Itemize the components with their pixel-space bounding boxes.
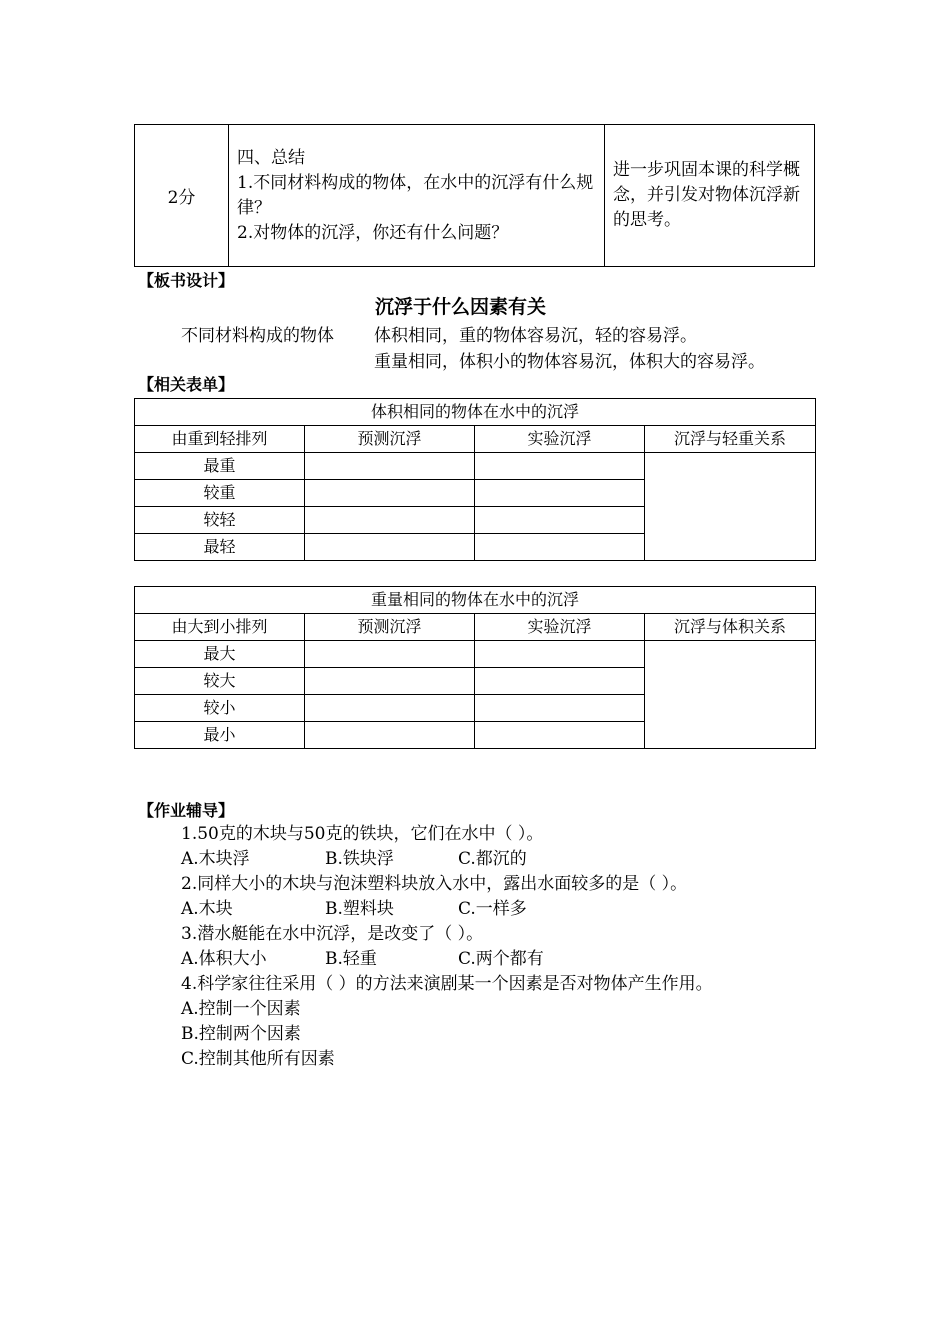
- table-header-row: [135, 614, 816, 641]
- table-row: [135, 453, 816, 480]
- option[interactable]: A.木块: [181, 899, 233, 919]
- option[interactable]: C.一样多: [458, 899, 527, 919]
- forms-heading: 【相关表单】: [138, 375, 235, 394]
- table-caption: 重量相同的物体在水中的沉浮: [135, 587, 816, 614]
- board-heading: 【板书设计】: [138, 271, 235, 290]
- predict-cell[interactable]: [305, 507, 475, 534]
- column-header: 由大到小排列: [135, 614, 305, 641]
- weight-table: [134, 586, 816, 749]
- summary-row: [135, 125, 815, 267]
- time-cell: 2分: [135, 125, 229, 267]
- predict-cell[interactable]: [305, 641, 475, 668]
- row-label: 最重: [135, 453, 305, 480]
- purpose-cell: 进一步巩固本课的科学概念，并引发对物体沉浮新的思考。: [605, 125, 815, 267]
- summary-table: [134, 124, 815, 267]
- option[interactable]: B.控制两个因素: [181, 1024, 301, 1044]
- column-header: 预测沉浮: [305, 426, 475, 453]
- option[interactable]: A.体积大小: [181, 949, 267, 969]
- column-header: 沉浮与轻重关系: [645, 426, 816, 453]
- row-label: 较大: [135, 668, 305, 695]
- column-header: 由重到轻排列: [135, 426, 305, 453]
- board-line-1: 体积相同，重的物体容易沉，轻的容易浮。: [374, 326, 697, 346]
- question-1-options: [181, 847, 527, 872]
- option[interactable]: B.塑料块: [325, 899, 394, 919]
- experiment-cell[interactable]: [475, 668, 645, 695]
- experiment-cell[interactable]: [475, 722, 645, 749]
- board-left-label: 不同材料构成的物体: [181, 326, 334, 346]
- predict-cell[interactable]: [305, 534, 475, 561]
- predict-cell[interactable]: [305, 453, 475, 480]
- experiment-cell[interactable]: [475, 453, 645, 480]
- column-header: 沉浮与体积关系: [645, 614, 816, 641]
- table-header-row: [135, 426, 816, 453]
- relation-cell[interactable]: [645, 453, 816, 561]
- predict-cell[interactable]: [305, 668, 475, 695]
- experiment-cell[interactable]: [475, 695, 645, 722]
- content-line: 1.不同材料构成的物体，在水中的沉浮有什么规律？: [237, 172, 594, 218]
- experiment-cell[interactable]: [475, 641, 645, 668]
- content-line: 2.对物体的沉浮，你还有什么问题？: [237, 222, 509, 243]
- column-header: 实验沉浮: [475, 614, 645, 641]
- homework-heading: 【作业辅导】: [138, 801, 235, 820]
- option[interactable]: B.轻重: [325, 949, 377, 969]
- board-title: 沉浮于什么因素有关: [375, 296, 547, 318]
- option[interactable]: C.都沉的: [458, 849, 527, 869]
- row-label: 较重: [135, 480, 305, 507]
- row-label: 较轻: [135, 507, 305, 534]
- question-4: 4.科学家往往采用（ ）的方法来演剧某一个因素是否对物体产生作用。: [181, 974, 713, 994]
- option[interactable]: A.控制一个因素: [181, 999, 301, 1019]
- option[interactable]: C.两个都有: [458, 949, 544, 969]
- question-3: 3.潜水艇能在水中沉浮，是改变了（ ）。: [181, 924, 484, 944]
- column-header: 预测沉浮: [305, 614, 475, 641]
- row-label: 较小: [135, 695, 305, 722]
- question-2: 2.同样大小的木块与泡沫塑料块放入水中，露出水面较多的是（ ）。: [181, 874, 688, 894]
- predict-cell[interactable]: [305, 480, 475, 507]
- experiment-cell[interactable]: [475, 507, 645, 534]
- predict-cell[interactable]: [305, 695, 475, 722]
- volume-table: [134, 398, 816, 561]
- row-label: 最大: [135, 641, 305, 668]
- experiment-cell[interactable]: [475, 534, 645, 561]
- question-2-options: [181, 897, 527, 922]
- option[interactable]: A.木块浮: [181, 849, 250, 869]
- predict-cell[interactable]: [305, 722, 475, 749]
- table-row: [135, 641, 816, 668]
- question-3-options: [181, 947, 544, 972]
- board-line-2: 重量相同，体积小的物体容易沉，体积大的容易浮。: [374, 352, 765, 372]
- row-label: 最小: [135, 722, 305, 749]
- option[interactable]: B.铁块浮: [325, 849, 394, 869]
- relation-cell[interactable]: [645, 641, 816, 749]
- table-caption: 体积相同的物体在水中的沉浮: [135, 399, 816, 426]
- question-1: 1.50克的木块与50克的铁块，它们在水中（ ）。: [181, 824, 544, 844]
- option[interactable]: C.控制其他所有因素: [181, 1049, 335, 1069]
- content-line: 四、总结: [237, 147, 305, 168]
- column-header: 实验沉浮: [475, 426, 645, 453]
- content-cell: [229, 125, 605, 267]
- experiment-cell[interactable]: [475, 480, 645, 507]
- row-label: 最轻: [135, 534, 305, 561]
